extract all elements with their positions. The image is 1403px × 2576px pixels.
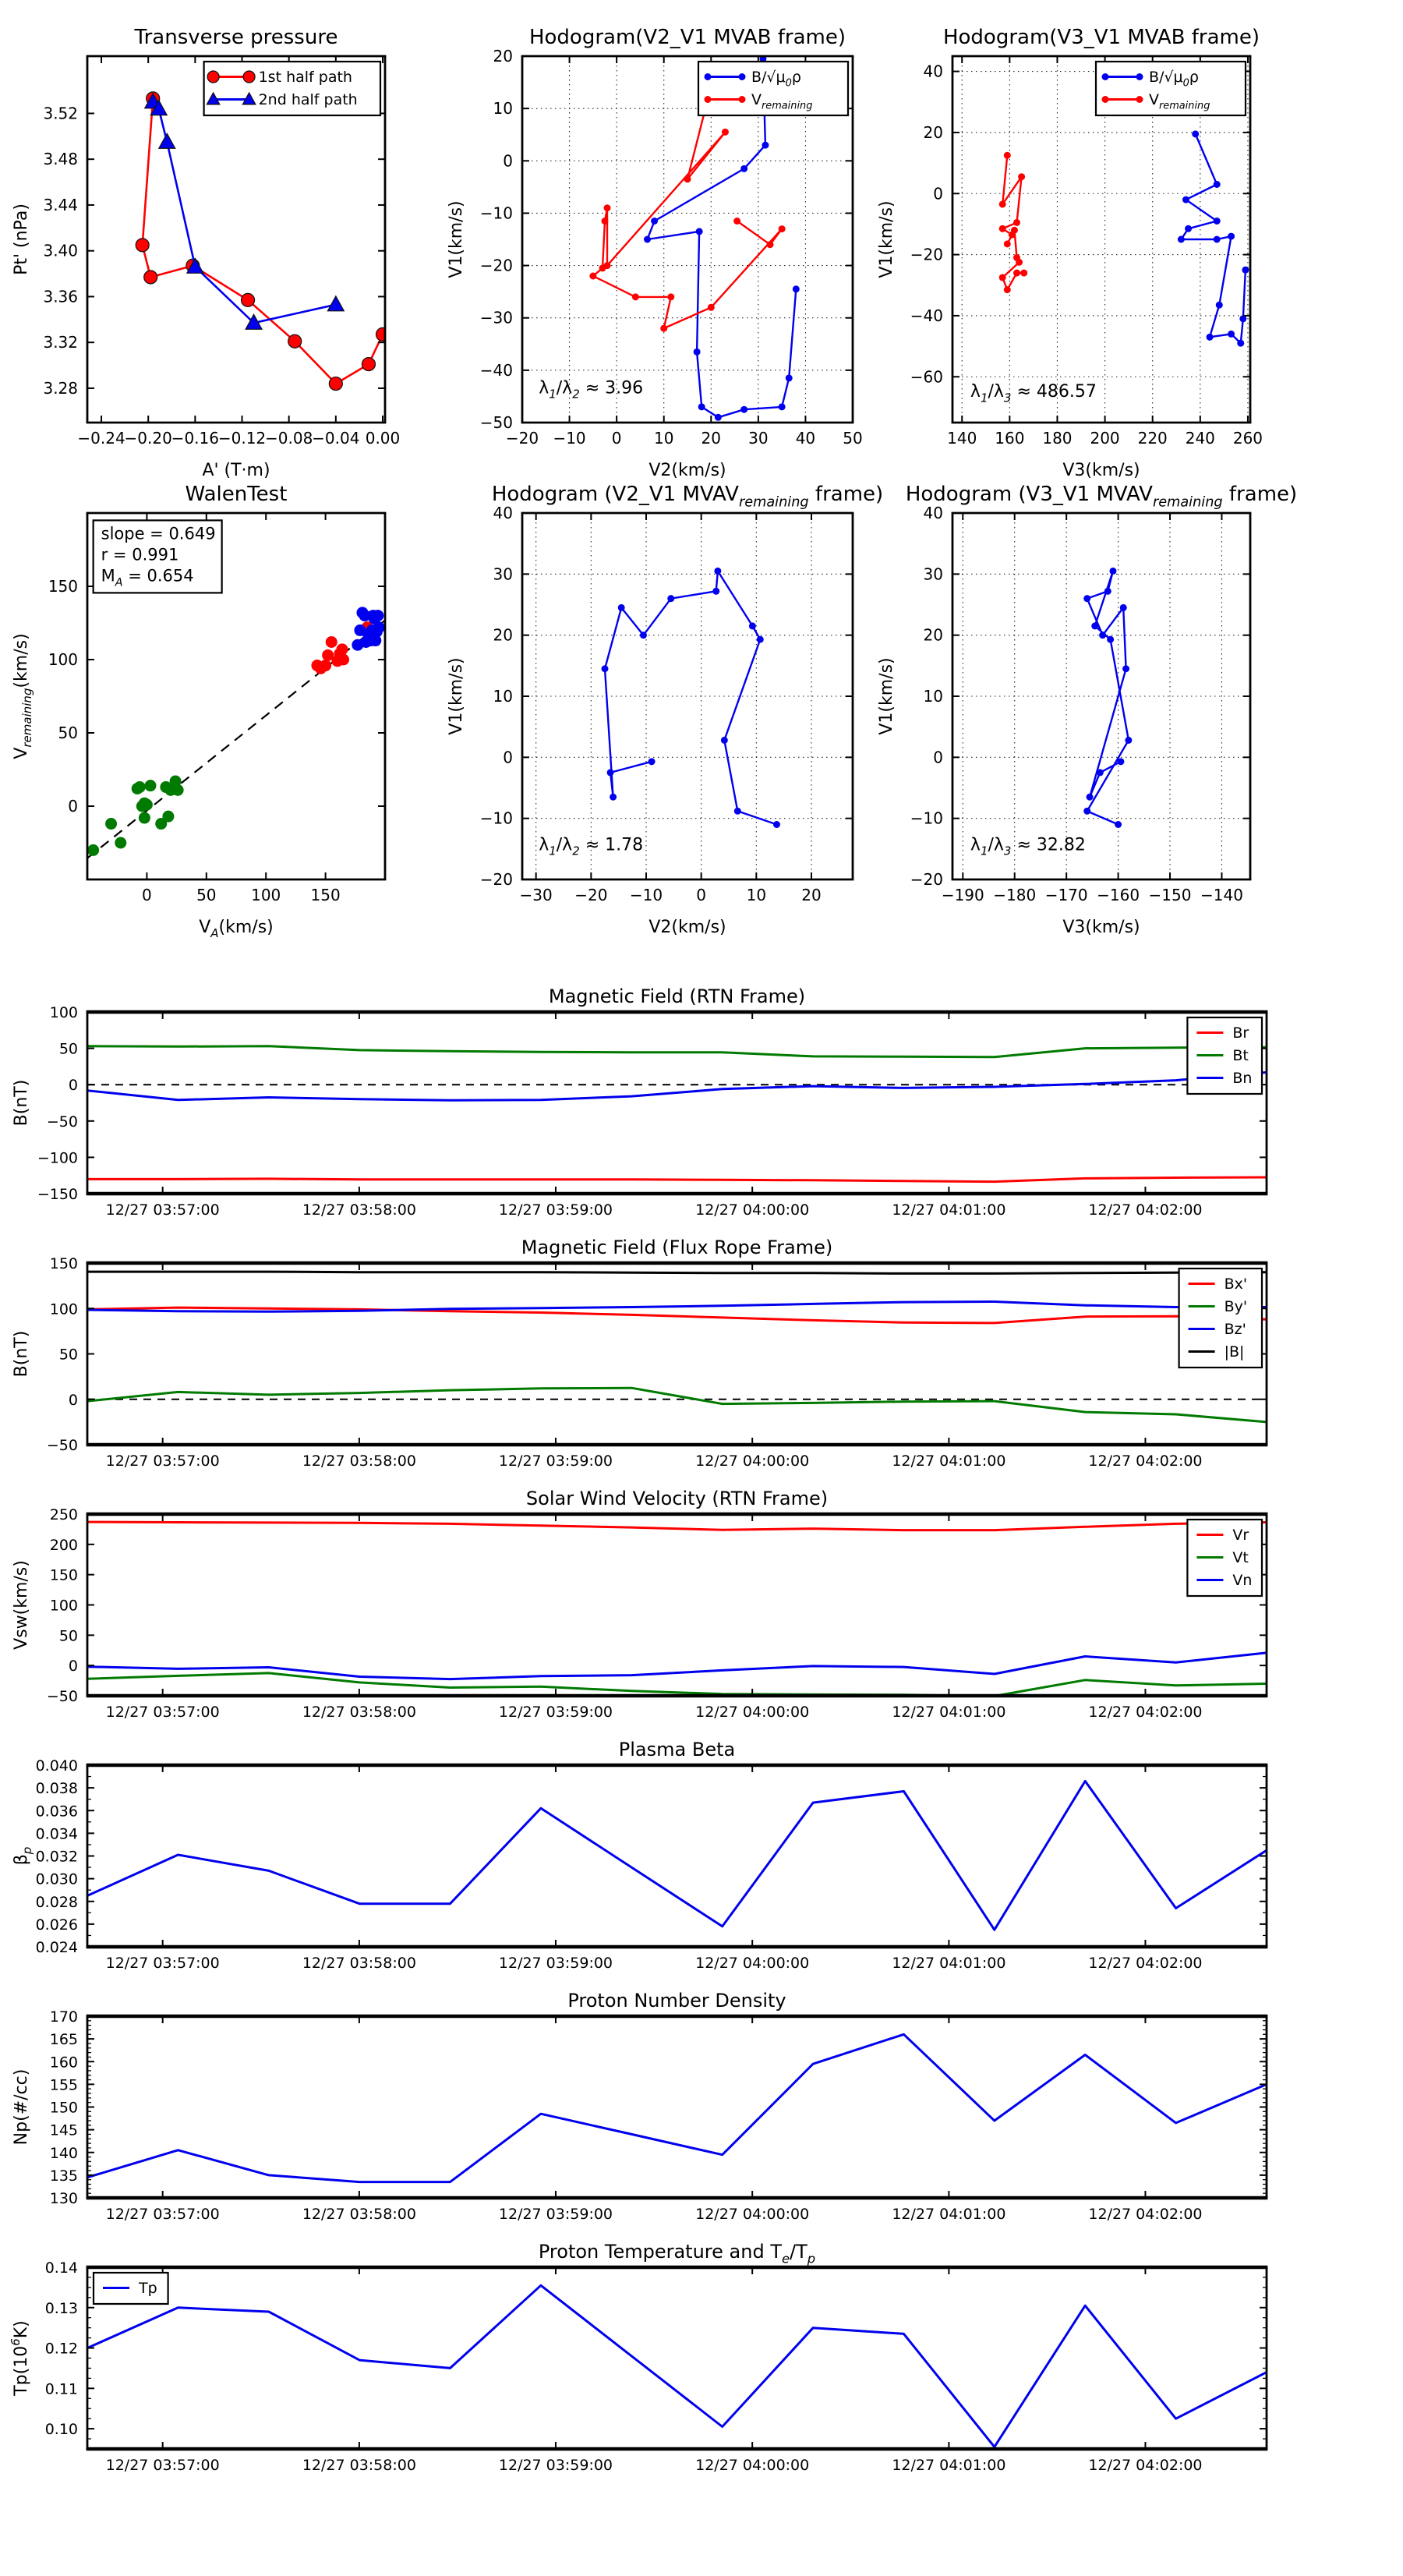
x-tick-label: −0.24 xyxy=(77,429,125,448)
y-tick-label: 50 xyxy=(58,1627,78,1645)
y-tick-label: 100 xyxy=(49,1300,78,1318)
y-tick-label: 0.038 xyxy=(35,1780,78,1798)
series-V-remaining xyxy=(593,95,782,328)
y-tick-label: 50 xyxy=(58,1346,78,1364)
y-tick-label: 3.32 xyxy=(43,333,78,352)
x-tick-label: 0 xyxy=(142,886,152,904)
y-tick-label: −50 xyxy=(46,1437,78,1454)
y-tick-label: −10 xyxy=(479,203,513,223)
plot-proton-number-density xyxy=(12,1990,1267,2223)
y-tick-label: −10 xyxy=(910,809,943,828)
x-axis-label: V3(km/s) xyxy=(1062,461,1140,480)
y-tick-label: 0.026 xyxy=(35,1916,78,1934)
y-tick-label: 0.034 xyxy=(35,1825,78,1843)
legend-label: |B| xyxy=(1224,1343,1245,1361)
x-tick-label: 240 xyxy=(1185,429,1215,448)
legend-label: Bt xyxy=(1232,1047,1249,1064)
x-tick-label: 150 xyxy=(310,886,341,904)
y-tick-label: −50 xyxy=(46,1688,78,1705)
series-Tp xyxy=(87,2285,1267,2447)
series-Bx-prime xyxy=(87,1307,1267,1323)
x-tick-label: 12/27 04:02:00 xyxy=(1088,2457,1203,2474)
y-tick-label: −40 xyxy=(910,306,943,325)
y-tick-label: 0.12 xyxy=(44,2340,78,2358)
y-tick-label: 40 xyxy=(493,504,513,522)
series-group xyxy=(87,1046,1267,1182)
x-tick-label: 0.00 xyxy=(365,429,401,448)
y-axis-label: $V_{remaining}(km/s)$ xyxy=(12,633,35,759)
plot-hodogram-v2v1-mvav xyxy=(447,483,883,937)
x-tick-label: 12/27 04:00:00 xyxy=(695,1955,810,1972)
x-tick-label: 12/27 03:59:00 xyxy=(498,1704,613,1721)
legend xyxy=(1096,62,1246,115)
x-tick-label: 12/27 04:01:00 xyxy=(892,1201,1006,1219)
legend-label: $B/√\mu_0\rho$ xyxy=(751,69,801,90)
x-tick-label: −0.16 xyxy=(171,429,220,448)
y-axis-label: $Tp(10^6K)$ xyxy=(8,2320,31,2396)
y-axis-label: B(nT) xyxy=(12,1330,31,1378)
y-tick-label: −150 xyxy=(37,1186,78,1203)
plot-transverse-pressure xyxy=(12,26,400,480)
plot-title: Hodogram (V3_V1 $MVAV_{remaining}$ frame) xyxy=(905,483,1298,511)
x-tick-label: 12/27 04:01:00 xyxy=(892,2457,1006,2474)
x-tick-label: 12/27 04:00:00 xyxy=(695,1704,810,1721)
x-axis-label: V2(km/s) xyxy=(648,461,726,480)
x-tick-label: 12/27 03:57:00 xyxy=(105,1453,220,1470)
y-tick-label: 0.030 xyxy=(35,1870,78,1888)
y-tick-label: 0 xyxy=(68,1658,78,1675)
x-tick-label: −20 xyxy=(505,429,539,448)
x-tick-label: 50 xyxy=(196,886,217,904)
x-tick-label: 12/27 04:00:00 xyxy=(695,1201,810,1219)
y-tick-label: 0.13 xyxy=(44,2299,78,2317)
legend xyxy=(1187,1520,1262,1596)
y-axis-label: Vsw(km/s) xyxy=(12,1560,31,1650)
series-By-prime xyxy=(87,1388,1267,1422)
y-tick-label: 100 xyxy=(49,1004,78,1021)
y-axis-label: Pt' (nPa) xyxy=(12,203,31,275)
y-tick-label: 50 xyxy=(58,724,78,742)
x-tick-label: 180 xyxy=(1042,429,1073,448)
plot-title: Hodogram(V3_V1 MVAB frame) xyxy=(942,26,1260,49)
y-tick-label: −60 xyxy=(910,367,943,387)
plot-title: Magnetic Field (RTN Frame) xyxy=(548,985,806,1007)
y-tick-label: 20 xyxy=(493,47,513,65)
legend-label: Vr xyxy=(1232,1527,1249,1544)
x-axis-label: V2(km/s) xyxy=(648,918,726,937)
series-Br xyxy=(87,1177,1267,1182)
legend-label: 2nd half path xyxy=(258,91,358,108)
legend-label: Bz' xyxy=(1224,1321,1246,1338)
series-group xyxy=(87,1781,1267,1930)
x-axis-label: A' (T·m) xyxy=(202,461,270,480)
x-tick-label: 30 xyxy=(748,429,769,448)
x-tick-label: 12/27 03:59:00 xyxy=(498,2206,613,2223)
series-group xyxy=(87,2034,1267,2181)
plot-solar-wind-velocity-rtn xyxy=(12,1488,1267,1721)
y-tick-label: 10 xyxy=(923,687,943,706)
y-tick-label: 20 xyxy=(923,625,943,645)
x-tick-label: 140 xyxy=(947,429,977,448)
x-tick-label: −0.20 xyxy=(124,429,172,448)
y-axis-label: $\beta_p$ xyxy=(12,1846,35,1866)
series-Bz-prime xyxy=(87,1302,1267,1312)
x-tick-label: 12/27 03:59:00 xyxy=(498,2457,613,2474)
y-axis-label: Np(#/cc) xyxy=(12,2068,31,2146)
x-tick-label: 12/27 04:02:00 xyxy=(1088,1201,1203,1219)
y-tick-label: −20 xyxy=(910,245,943,264)
plot-title: Proton Number Density xyxy=(567,1990,786,2012)
x-tick-label: 12/27 04:00:00 xyxy=(695,2206,810,2223)
plot-proton-temperature xyxy=(9,2241,1268,2474)
legend-label: Vn xyxy=(1232,1572,1253,1589)
y-tick-label: 170 xyxy=(49,2008,78,2026)
x-tick-label: 12/27 03:57:00 xyxy=(105,1704,220,1721)
plot-title: Solar Wind Velocity (RTN Frame) xyxy=(525,1488,829,1509)
y-tick-label: −20 xyxy=(479,870,513,889)
y-tick-label: 30 xyxy=(493,564,513,584)
x-tick-label: 12/27 04:01:00 xyxy=(892,1704,1006,1721)
legend-label: 1st half path xyxy=(258,69,352,86)
x-tick-label: 12/27 04:02:00 xyxy=(1088,1453,1203,1470)
stats-line: slope = 0.649 xyxy=(101,524,216,543)
x-tick-label: −0.04 xyxy=(312,429,360,448)
legend xyxy=(698,62,848,115)
y-tick-label: 160 xyxy=(49,2054,78,2072)
y-tick-label: 150 xyxy=(48,577,78,596)
x-tick-label: −150 xyxy=(1148,886,1192,904)
legend xyxy=(1179,1269,1262,1368)
x-tick-label: −180 xyxy=(993,886,1037,904)
x-tick-label: 12/27 03:58:00 xyxy=(302,2206,416,2223)
y-tick-label: −20 xyxy=(479,256,513,275)
y-tick-label: 3.44 xyxy=(43,195,78,214)
x-tick-label: −0.12 xyxy=(217,429,267,448)
series-Vn xyxy=(87,1653,1267,1679)
y-tick-label: 0.028 xyxy=(35,1893,78,1911)
y-axis-label: V1(km/s) xyxy=(447,657,466,735)
y-tick-label: 3.28 xyxy=(43,378,78,398)
y-tick-label: −20 xyxy=(910,870,943,889)
x-tick-label: 12/27 04:00:00 xyxy=(695,1453,810,1470)
x-tick-label: 0 xyxy=(611,429,622,448)
legend-label: Vt xyxy=(1232,1549,1249,1566)
stats-line: r = 0.991 xyxy=(101,545,179,564)
y-tick-label: 0 xyxy=(503,151,513,171)
x-tick-label: 12/27 04:00:00 xyxy=(695,2457,810,2474)
y-tick-label: 3.48 xyxy=(43,150,78,169)
plot-hodogram-v3v1-mvab xyxy=(877,26,1263,480)
legend xyxy=(204,62,380,115)
plot-magnetic-field-flux-rope xyxy=(12,1237,1267,1470)
series-v-remaining-path xyxy=(605,571,777,824)
y-tick-label: 0.040 xyxy=(35,1757,78,1775)
y-tick-label: 130 xyxy=(49,2190,78,2207)
x-tick-label: 50 xyxy=(843,429,863,448)
y-tick-label: 0.036 xyxy=(35,1803,78,1821)
y-tick-label: 3.40 xyxy=(43,241,78,260)
x-tick-label: 12/27 03:58:00 xyxy=(302,2457,416,2474)
lambda-annotation: $\lambda_1/\lambda_2 \approx 1.78$ xyxy=(539,835,644,858)
series-Bt xyxy=(87,1046,1267,1057)
plot-title: Transverse pressure xyxy=(134,26,338,49)
legend-label: Tp xyxy=(139,2280,157,2297)
y-tick-label: 0.024 xyxy=(35,1939,78,1956)
stats-box xyxy=(94,520,222,593)
plot-title: Magnetic Field (Flux Rope Frame) xyxy=(521,1237,833,1258)
y-tick-label: 150 xyxy=(49,2099,78,2117)
y-tick-label: −10 xyxy=(479,809,513,828)
plot-magnetic-field-rtn xyxy=(12,985,1267,1219)
y-axis-label: V1(km/s) xyxy=(447,200,466,278)
series-B-over-sqrt-mu0rho xyxy=(1181,134,1246,343)
y-tick-label: 10 xyxy=(493,687,513,706)
series-group xyxy=(87,1522,1267,1696)
y-tick-label: 10 xyxy=(493,99,513,119)
series-group xyxy=(87,2285,1267,2447)
y-tick-label: 0 xyxy=(933,748,943,767)
y-tick-label: 140 xyxy=(49,2144,78,2162)
plot-title: Plasma Beta xyxy=(618,1739,736,1760)
x-tick-label: −10 xyxy=(553,429,586,448)
lambda-annotation: $\lambda_1/\lambda_3 \approx 486.57$ xyxy=(970,382,1097,405)
x-tick-label: 12/27 04:02:00 xyxy=(1088,2206,1203,2223)
series-group xyxy=(1083,568,1132,828)
plot-hodogram-v2v1-mvab xyxy=(447,26,863,480)
x-tick-label: 10 xyxy=(746,886,767,904)
y-tick-label: 0.14 xyxy=(44,2259,78,2277)
x-tick-label: 12/27 03:57:00 xyxy=(105,1955,220,1972)
y-tick-label: 150 xyxy=(49,1566,78,1584)
legend xyxy=(1187,1017,1262,1094)
x-axis-label: $V_A(km/s)$ xyxy=(199,918,274,941)
y-tick-label: 145 xyxy=(49,2121,78,2139)
y-tick-label: 100 xyxy=(48,650,78,669)
x-tick-label: −0.08 xyxy=(265,429,313,448)
y-tick-label: 50 xyxy=(58,1040,78,1058)
y-tick-label: 0 xyxy=(68,1391,78,1409)
x-tick-label: 12/27 04:02:00 xyxy=(1088,1955,1203,1972)
y-tick-label: 20 xyxy=(923,122,943,142)
x-tick-label: −30 xyxy=(519,886,553,904)
x-tick-label: 12/27 04:01:00 xyxy=(892,1453,1006,1470)
series-Vr xyxy=(87,1522,1267,1530)
x-tick-label: 40 xyxy=(795,429,816,448)
y-tick-label: 3.36 xyxy=(43,287,78,306)
y-tick-label: −30 xyxy=(479,308,513,327)
legend xyxy=(94,2273,168,2304)
y-tick-label: 250 xyxy=(49,1506,78,1523)
plot-hodogram-v3v1-mvav xyxy=(877,483,1297,937)
x-tick-label: 12/27 03:58:00 xyxy=(302,1453,416,1470)
series-group xyxy=(87,607,385,858)
lambda-annotation: $\lambda_1/\lambda_2 \approx 3.96$ xyxy=(539,378,644,402)
x-tick-label: 12/27 03:59:00 xyxy=(498,1955,613,1972)
y-tick-label: 40 xyxy=(923,62,943,81)
y-tick-label: 100 xyxy=(49,1597,78,1615)
y-tick-label: −50 xyxy=(479,413,513,432)
plot-title: Hodogram(V2_V1 MVAB frame) xyxy=(528,26,846,49)
x-tick-label: 12/27 04:02:00 xyxy=(1088,1704,1203,1721)
y-axis-label: V1(km/s) xyxy=(877,200,896,278)
y-tick-label: 165 xyxy=(49,2031,78,2049)
stats-line: $M_A = 0.654$ xyxy=(101,566,194,589)
legend-label: Bn xyxy=(1232,1070,1253,1087)
plot-title: Hodogram (V2_V1 $MVAV_{remaining}$ frame) xyxy=(491,483,884,511)
plot-title: Proton Temperature and $T_e/T_p$ xyxy=(538,2241,816,2266)
series-Np xyxy=(87,2034,1267,2181)
y-axis-label: B(nT) xyxy=(12,1079,31,1127)
y-tick-label: 0 xyxy=(68,797,78,816)
x-tick-label: 12/27 03:58:00 xyxy=(302,1704,416,1721)
series-group xyxy=(602,568,780,828)
x-tick-label: 220 xyxy=(1137,429,1168,448)
x-tick-label: −160 xyxy=(1097,886,1140,904)
series-Bn xyxy=(87,1072,1267,1100)
legend-label: $V_{remaining}$ xyxy=(1149,91,1210,112)
x-tick-label: −20 xyxy=(574,886,608,904)
series-Vt xyxy=(87,1673,1267,1697)
x-tick-label: 0 xyxy=(696,886,707,904)
x-tick-label: 260 xyxy=(1232,429,1263,448)
y-tick-label: 0.11 xyxy=(44,2380,78,2398)
x-tick-label: −190 xyxy=(941,886,984,904)
y-axis-label: V1(km/s) xyxy=(877,657,896,735)
x-tick-label: 12/27 04:01:00 xyxy=(892,1955,1006,1972)
legend-label: By' xyxy=(1224,1298,1248,1315)
x-tick-label: 160 xyxy=(995,429,1025,448)
y-tick-label: 30 xyxy=(923,564,943,584)
x-axis-label: V3(km/s) xyxy=(1062,918,1140,937)
y-tick-label: 150 xyxy=(49,1255,78,1272)
series-1st-half-path xyxy=(143,98,383,384)
plot-title: WalenTest xyxy=(185,483,288,506)
x-tick-label: −170 xyxy=(1044,886,1088,904)
y-tick-label: 155 xyxy=(49,2076,78,2094)
x-tick-label: 10 xyxy=(653,429,674,448)
x-tick-label: 12/27 03:59:00 xyxy=(498,1453,613,1470)
y-tick-label: 0.10 xyxy=(44,2421,78,2439)
x-tick-label: 12/27 03:57:00 xyxy=(105,2206,220,2223)
y-tick-label: 0 xyxy=(933,184,943,203)
y-tick-label: 0 xyxy=(68,1077,78,1095)
x-tick-label: 20 xyxy=(801,886,822,904)
y-tick-label: 0.032 xyxy=(35,1848,78,1866)
x-tick-label: 12/27 03:57:00 xyxy=(105,2457,220,2474)
y-tick-label: 200 xyxy=(49,1536,78,1554)
legend-label: Br xyxy=(1232,1024,1249,1042)
y-tick-label: 135 xyxy=(49,2167,78,2185)
series-group xyxy=(999,130,1249,346)
legend-label: $B/√\mu_0\rho$ xyxy=(1149,69,1199,90)
plot-plasma-beta xyxy=(12,1739,1267,1972)
x-tick-label: 20 xyxy=(701,429,722,448)
legend-label: Bx' xyxy=(1224,1276,1248,1293)
x-tick-label: 12/27 03:59:00 xyxy=(498,1201,613,1219)
x-tick-label: 12/27 03:58:00 xyxy=(302,1955,416,1972)
x-tick-label: 100 xyxy=(251,886,281,904)
series-2nd-half-path xyxy=(153,102,336,323)
x-tick-label: 12/27 03:57:00 xyxy=(105,1201,220,1219)
y-tick-label: 40 xyxy=(923,504,943,522)
series-beta-p xyxy=(87,1781,1267,1930)
x-tick-label: 12/27 03:58:00 xyxy=(302,1201,416,1219)
legend-label: $V_{remaining}$ xyxy=(751,91,813,112)
series-group xyxy=(136,92,389,391)
series-B-magnitude xyxy=(87,1272,1267,1273)
plot-walen-test xyxy=(12,483,386,940)
lambda-annotation: $\lambda_1/\lambda_3 \approx 32.82$ xyxy=(970,835,1086,858)
y-tick-label: −50 xyxy=(46,1113,78,1131)
x-tick-label: −140 xyxy=(1200,886,1243,904)
x-tick-label: 12/27 04:01:00 xyxy=(892,2206,1006,2223)
x-tick-label: 200 xyxy=(1090,429,1120,448)
y-tick-label: 3.52 xyxy=(43,104,78,123)
y-tick-label: 20 xyxy=(493,625,513,645)
x-tick-label: −10 xyxy=(629,886,663,904)
y-tick-label: 0 xyxy=(503,748,513,767)
y-tick-label: −100 xyxy=(37,1149,78,1167)
y-tick-label: −40 xyxy=(479,360,513,380)
